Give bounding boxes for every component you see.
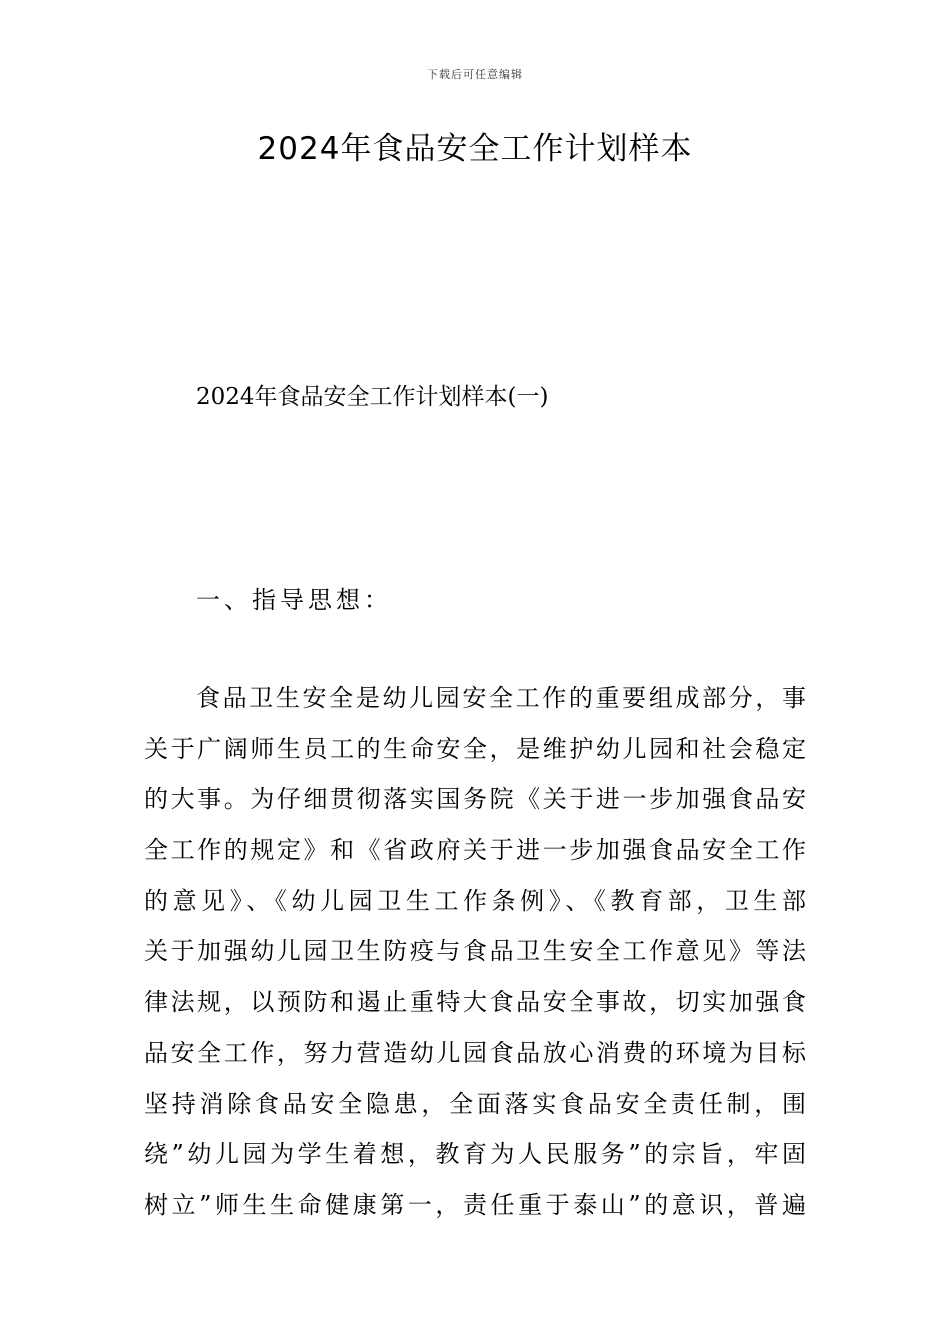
paragraph-line: 树立”师生生命健康第一，责任重于泰山”的意识，普遍 <box>144 1190 806 1219</box>
paragraph-line: 的大事。为仔细贯彻落实国务院《关于进一步加强食品安 <box>144 785 806 814</box>
paragraph-line: 绕”幼儿园为学生着想，教育为人民服务”的宗旨，牢固 <box>144 1140 806 1169</box>
body-paragraph <box>144 677 806 1235</box>
paragraph-line: 食品卫生安全是幼儿园安全工作的重要组成部分，事 <box>196 684 806 712</box>
paragraph-line: 关于加强幼儿园卫生防疫与食品卫生安全工作意见》等法 <box>144 937 806 966</box>
paragraph-line: 坚持消除食品安全隐患，全面落实食品安全责任制，围 <box>144 1089 806 1118</box>
paragraph-line: 品安全工作，努力营造幼儿园食品放心消费的环境为目标 <box>144 1038 806 1067</box>
header-note: 下载后可任意编辑 <box>427 68 523 81</box>
section-heading: 一、指导思想： <box>196 586 392 614</box>
paragraph-line: 律法规，以预防和遏止重特大食品安全事故，切实加强食 <box>144 988 806 1017</box>
document-subtitle: 2024年食品安全工作计划样本(一) <box>196 384 549 410</box>
paragraph-line: 全工作的规定》和《省政府关于进一步加强食品安全工作 <box>144 836 806 865</box>
paragraph-line: 的意见》、《幼儿园卫生工作条例》、《教育部，卫生部 <box>144 886 806 915</box>
paragraph-line: 关于广阔师生员工的生命安全，是维护幼儿园和社会稳定 <box>144 734 806 763</box>
document-title: 2024年食品安全工作计划样本 <box>257 131 693 167</box>
